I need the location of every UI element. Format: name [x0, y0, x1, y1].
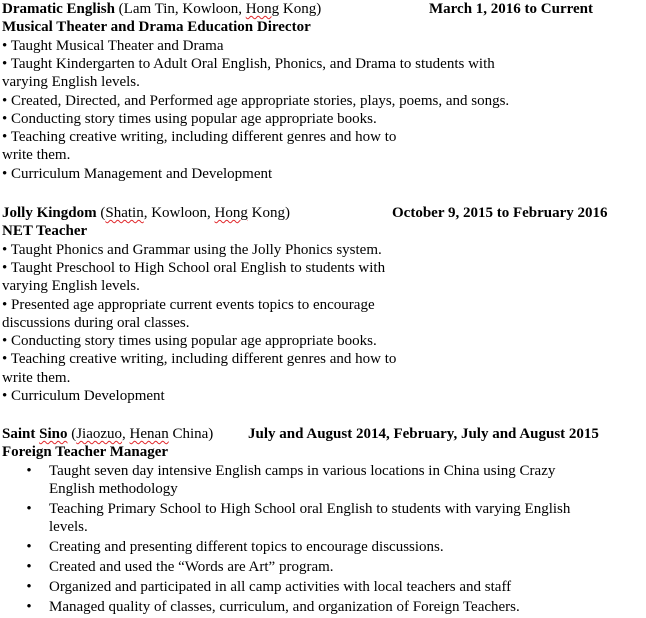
job-header-saint-sino [2, 425, 213, 443]
job-dates: July and August 2014, February, July and August 2015 [248, 426, 599, 442]
location-text: China) [168, 426, 214, 442]
bullet-icon: • [26, 559, 32, 575]
location-text: , Kowloon, [143, 205, 215, 221]
bullet-line: • Teaching creative writing, including different genres and how to [2, 129, 397, 145]
bullet-line: varying English levels. [2, 74, 140, 90]
bullet-line: varying English levels. [2, 278, 140, 294]
location-text: Kong) [247, 205, 290, 221]
bullet-line: • Taught Phonics and Grammar using the Jolly Phonics system. [2, 242, 382, 258]
bullet-line: • Teaching creative writing, including different genres and how to [2, 351, 397, 367]
job-header-jolly-kingdom [2, 204, 290, 222]
company-name: Jolly Kingdom [2, 205, 97, 221]
location-text: ( [96, 205, 106, 221]
bullet-line: discussions during oral classes. [2, 315, 190, 331]
bullet-line: • Presented age appropriate current events topics to encourage [2, 297, 375, 313]
list-item: Creating and presenting different topics to encourage discussions. [49, 539, 444, 555]
bullet-icon: • [26, 599, 32, 615]
bullet-line: • Created, Directed, and Performed age appropriate stories, plays, poems, and songs. [2, 93, 510, 109]
job-title: NET Teacher [2, 223, 88, 239]
bullet-icon: • [26, 501, 32, 517]
company-name: Dramatic English [2, 1, 115, 17]
bullet-icon: • [26, 539, 32, 555]
bullet-line: • Curriculum Management and Development [2, 166, 273, 182]
spellcheck-flagged-word[interactable]: Sino [39, 426, 68, 442]
bullet-line: write them. [2, 370, 71, 386]
location-text: ( [67, 426, 77, 442]
list-item-continuation: English methodology [49, 481, 178, 497]
list-item: Created and used the “Words are Art” program. [49, 559, 334, 575]
bullet-icon: • [26, 463, 32, 479]
bullet-line: • Curriculum Development [2, 388, 165, 404]
company-name: Saint [2, 426, 40, 442]
job-title: Musical Theater and Drama Education Director [2, 19, 311, 35]
bullet-line: • Taught Musical Theater and Drama [2, 38, 224, 54]
spellcheck-flagged-word[interactable]: Henan [129, 426, 169, 442]
bullet-line: write them. [2, 147, 71, 163]
list-item-continuation: levels. [49, 519, 88, 535]
list-item: Managed quality of classes, curriculum, and organization of Foreign Teachers. [49, 599, 520, 615]
job-title: Foreign Teacher Manager [2, 444, 169, 460]
location-text: Kong) [279, 1, 322, 17]
bullet-line: • Taught Preschool to High School oral English to students with [2, 260, 386, 276]
job-header-dramatic-english [2, 0, 321, 18]
bullet-line: • Conducting story times using popular age appropriate books. [2, 111, 377, 127]
location-text: , [122, 426, 130, 442]
spellcheck-flagged-word[interactable]: Hong [245, 1, 280, 17]
bullet-line: • Taught Kindergarten to Adult Oral English, Phonics, and Drama to students with [2, 56, 495, 72]
spellcheck-flagged-word[interactable]: Shatin [105, 205, 144, 221]
job-dates: March 1, 2016 to Current [429, 1, 594, 17]
location-text: (Lam Tin, Kowloon, [114, 1, 246, 17]
spellcheck-flagged-word[interactable]: Jiaozuo [76, 426, 123, 442]
job-dates: October 9, 2015 to February 2016 [392, 205, 608, 221]
bullet-icon: • [26, 579, 32, 595]
spellcheck-flagged-word[interactable]: Hong [214, 205, 248, 221]
list-item: Organized and participated in all camp activities with local teachers and staff [49, 579, 512, 595]
bullet-line: • Conducting story times using popular age appropriate books. [2, 333, 377, 349]
list-item: Taught seven day intensive English camps in various locations in China using Crazy [49, 463, 556, 479]
list-item: Teaching Primary School to High School oral English to students with varying English [49, 501, 571, 517]
